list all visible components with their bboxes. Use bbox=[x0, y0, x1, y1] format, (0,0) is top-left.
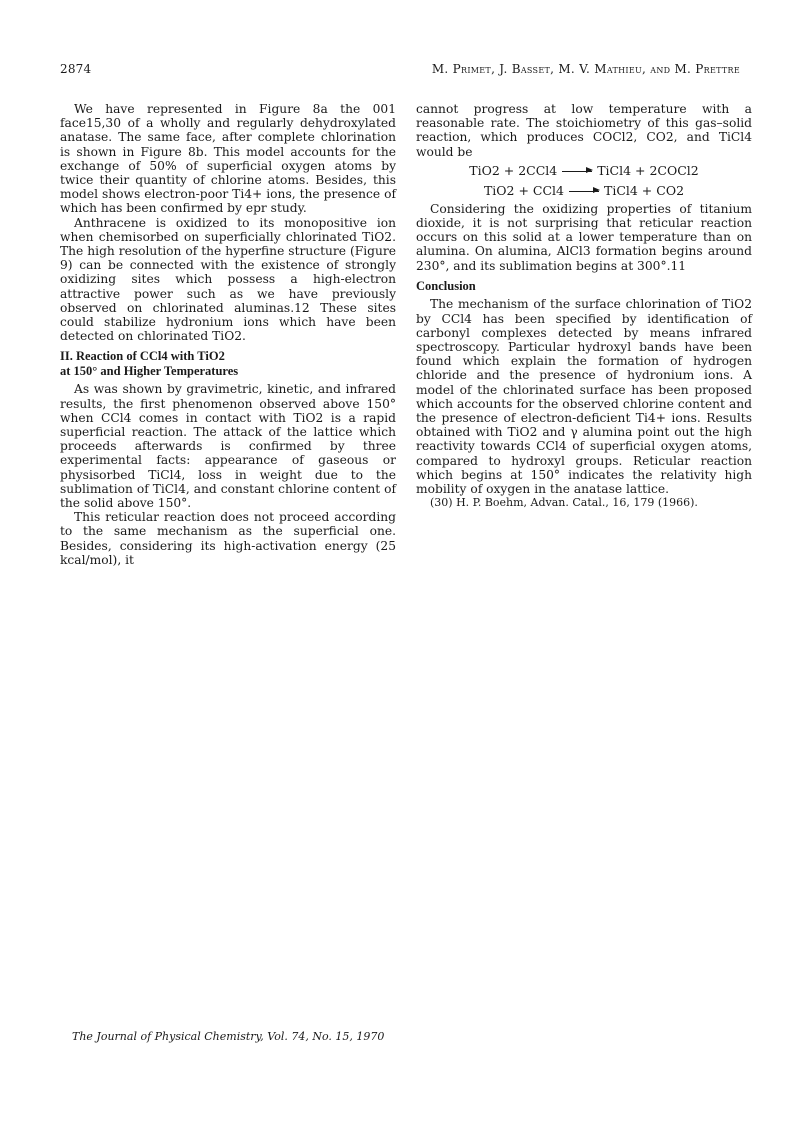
equation-2 bbox=[416, 183, 752, 199]
paragraph: We have represented in Figure 8a the 001 face15,30 of a wholly and regularly dehydroxylated anatase. The same face, after complete chlorination is shown in Figure 8b. This model accounts for the exchange of 50% of superficial oxygen atoms by twice their quantity of chlorine atoms. Besides, this model shows electron-poor Ti4+ ions, the presence of which has been confirmed by epr study. bbox=[60, 102, 396, 216]
equation-1 bbox=[416, 163, 752, 179]
reference-entry: (30) H. P. Boehm, Advan. Catal., 16, 179 (1966). bbox=[430, 496, 698, 510]
reaction-arrow-icon bbox=[562, 171, 592, 172]
paragraph: Considering the oxidizing properties of titanium dioxide, it is not surprising that reticular reaction occurs on this solid at a lower temperature than on alumina. On alumina, AlCl3 formation begins around 230°, and its sublimation begins at 300°.11 bbox=[416, 201, 752, 273]
paragraph: This reticular reaction does not proceed according to the same mechanism as the superficial one. Besides, considering its high-activation energy (25 kcal/mol), it bbox=[60, 510, 396, 567]
equation-lhs: TiO2 + CCl4 bbox=[483, 182, 565, 198]
section-heading-line: II. Reaction of CCl4 with TiO2 bbox=[60, 349, 225, 364]
paragraph: As was shown by gravimetric, kinetic, and infrared results, the first phenomenon observed above 150° when CCl4 comes in contact with TiO2 is a rapid superficial reaction. The attack of the lattice which proceeds afterwards is confirmed by three experimental facts: appearance of gaseous or physisorbed TiCl4, loss in weight due to the sublimation of TiCl4, and constant chlorine content of the solid above 150°. bbox=[60, 382, 396, 511]
equation-rhs: TiCl4 + CO2 bbox=[603, 182, 685, 198]
reaction-arrow-icon bbox=[569, 191, 599, 192]
left-column bbox=[60, 102, 396, 567]
journal-footer: The Journal of Physical Chemistry, Vol. 74, No. 15, 1970 bbox=[72, 1030, 385, 1043]
equation-rhs: TiCl4 + 2COCl2 bbox=[597, 162, 699, 178]
running-head: M. Primet, J. Basset, M. V. Mathieu, and M. Prettre bbox=[431, 62, 740, 76]
section-heading bbox=[60, 349, 396, 378]
paragraph: cannot progress at low temperature with a reasonable rate. The stoichiometry of this gas–solid reaction, which produces COCl2, CO2, and TiCl4 would be bbox=[416, 102, 752, 159]
section-heading-conclusion: Conclusion bbox=[416, 278, 476, 293]
section-heading-line: at 150° and Higher Temperatures bbox=[60, 363, 239, 378]
paragraph: Anthracene is oxidized to its monopositive ion when chemisorbed on superficially chlorinated TiO2. The high resolution of the hyperfine structure (Figure 9) can be connected with the existence of strongly oxidizing sites which possess a high-electron attractive power such as we have previously observed on chlorinated aluminas.12 These sites could stabilize hydronium ions which have been detected on chlorinated TiO2. bbox=[60, 215, 396, 344]
right-column bbox=[416, 102, 752, 509]
paragraph: The mechanism of the surface chlorination of TiO2 by CCl4 has been specified by identification of carbonyl complexes detected by means infrared spectroscopy. Particular hydroxyl bands have been found which explain the formation of hydrogen chloride and the presence of hydronium ions. A model of the chlorinated surface has been proposed which accounts for the observed chlorine content and the presence of electron-deficient Ti4+ ions. Results obtained with TiO2 and γ alumina point out the high reactivity towards CCl4 of superficial oxygen atoms, compared to hydroxyl groups. Reticular reaction which begins at 150° indicates the relativity high mobility of oxygen in the anatase lattice. bbox=[416, 297, 752, 496]
page-number: 2874 bbox=[60, 62, 92, 76]
equation-lhs: TiO2 + 2CCl4 bbox=[469, 162, 558, 178]
